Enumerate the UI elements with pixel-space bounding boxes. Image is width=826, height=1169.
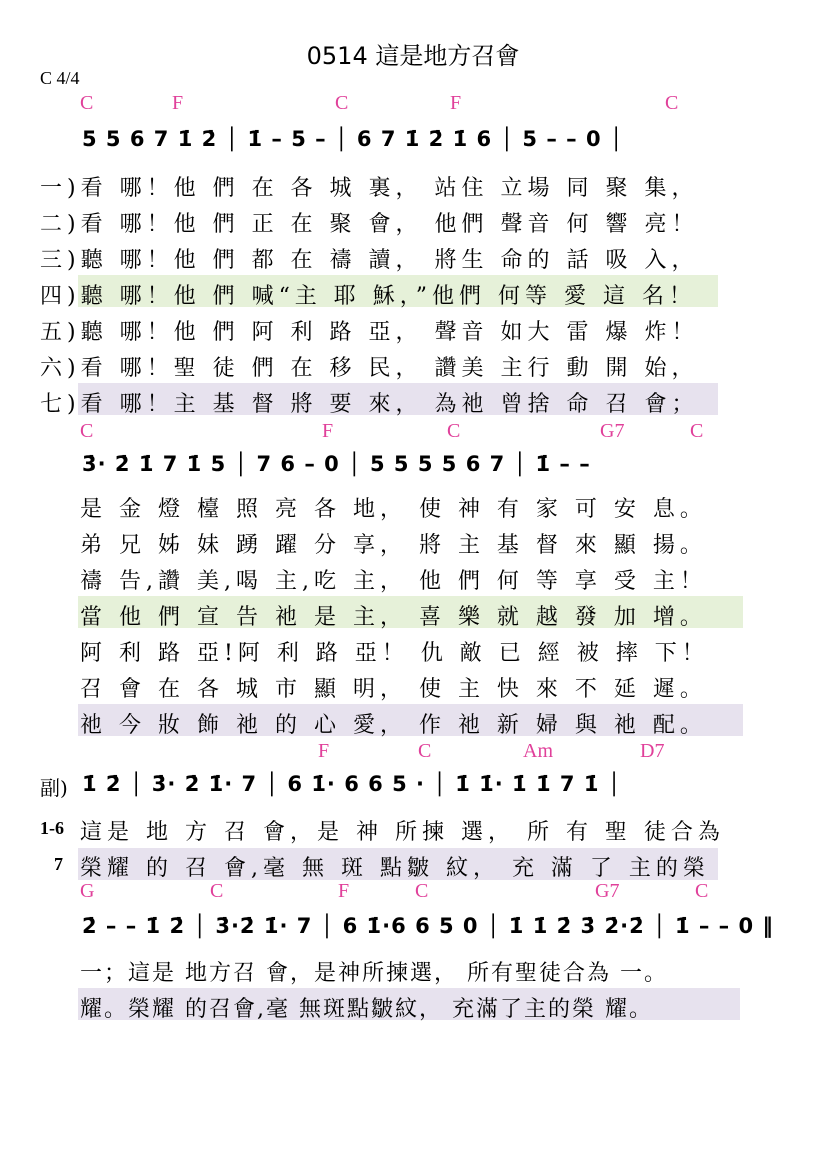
lyric-line: 三)聽 哪！他 們 都 在 禱 讀， 將生 命的 話 吸 入，: [40, 248, 699, 273]
chord: C: [695, 880, 709, 902]
chord: C: [335, 92, 349, 114]
chord: C: [665, 92, 679, 114]
chord: C: [210, 880, 224, 902]
lyric-line: 阿 利 路 亞!阿 利 路 亞！ 仇 敵 已 經 被 摔 下！: [80, 641, 709, 666]
lyric-line: 禱 告,讚 美,喝 主,吃 主， 他 們 何 等 享 受 主！: [80, 569, 707, 594]
chord: C: [447, 420, 461, 442]
chord: F: [450, 92, 462, 114]
lyric-line: 二)看 哪！他 們 正 在 聚 會， 他們 聲音 何 響 亮！: [40, 212, 699, 237]
verse-number: 7: [54, 854, 63, 874]
lyric-line: 召 會 在 各 城 市 顯 明， 使 主 快 來 不 延 遲。: [80, 677, 707, 702]
verse-number: 1-6: [40, 818, 64, 838]
lyric-line: 耀。榮耀 的召會,毫 無斑點皺紋， 充滿了主的榮 耀。: [80, 997, 653, 1022]
notation-line: 2̇ – – 1̇ 2̇ │ 3̇·2̇ 1̇· 7 │ 6 1̇·6 6 5 0 │ 1̇ 1̇ 2̇ 3̇ 2̇·2̇ │ 1̇ – – 0 ‖: [82, 914, 774, 938]
song-title: 0514 這是地方召會: [306, 42, 520, 70]
notation-line: 3̇· 2̇ 1̇ 7 1̇ 5 │ 7 6 – 0 │ 5 5 5 5 6 7 │ 1̇ – –: [82, 452, 591, 476]
chord: C: [415, 880, 429, 902]
lyric-line: 榮耀 的 召 會,毫 無 斑 點皺 紋， 充 滿 了 主的榮: [80, 856, 710, 881]
chord: G: [80, 880, 95, 902]
notation-line: 5 5 6 7 1̇ 2̇ │ 1̇ – 5 – │ 6 7 1̇ 2̇ 1̇ 6 │ 5 – – 0 │: [82, 127, 624, 151]
lyric-line: 這是 地 方 召 會，是 神 所揀 選， 所 有 聖 徒合為: [80, 820, 725, 845]
key-signature: C 4/4: [40, 68, 80, 88]
lyric-line: 六)看 哪！聖 徒 們 在 移 民， 讚美 主行 動 開 始，: [40, 356, 699, 381]
chorus-label: 副): [40, 776, 68, 800]
lyric-line: 弟 兄 姊 妹 踴 躍 分 享， 將 主 基 督 來 顯 揚。: [80, 533, 707, 558]
chord: F: [172, 92, 184, 114]
chord: C: [80, 92, 94, 114]
lyric-line: 一；這是 地方召 會，是神所揀選， 所有聖徒合為 一。: [80, 961, 668, 986]
lyric-line: 當 他 們 宣 告 祂 是 主， 喜 樂 就 越 發 加 增。: [80, 605, 707, 630]
lyric-line: 是 金 燈 檯 照 亮 各 地， 使 神 有 家 可 安 息。: [80, 497, 707, 522]
lyric-line: 四)聽 哪！他 們 喊“主 耶 穌，”他們 何等 愛 這 名！: [40, 284, 697, 309]
chord: F: [338, 880, 350, 902]
chord: F: [318, 740, 330, 762]
chord: Am: [523, 740, 553, 762]
notation-line: 1̇ 2̇ │ 3̇· 2̇ 1̇· 7 │ 6 1̇· 6 6 5 · │ 1̇ 1̇· 1̇ 1̇ 7 1̇ │: [82, 772, 622, 796]
chord: D7: [640, 740, 665, 762]
chord: G7: [595, 880, 620, 902]
chord: G7: [600, 420, 625, 442]
chord: C: [418, 740, 432, 762]
chord: F: [322, 420, 334, 442]
chord: C: [80, 420, 94, 442]
lyric-line: 五)聽 哪！他 們 阿 利 路 亞， 聲音 如大 雷 爆 炸！: [40, 320, 699, 345]
lyric-line: 七)看 哪！主 基 督 將 要 來， 為祂 曾捨 命 召 會；: [40, 392, 699, 417]
lyric-line: 祂 今 妝 飾 祂 的 心 愛， 作 祂 新 婦 與 祂 配。: [80, 713, 707, 738]
chord: C: [690, 420, 704, 442]
lyric-line: 一)看 哪！他 們 在 各 城 裏， 站住 立場 同 聚 集，: [40, 176, 699, 201]
